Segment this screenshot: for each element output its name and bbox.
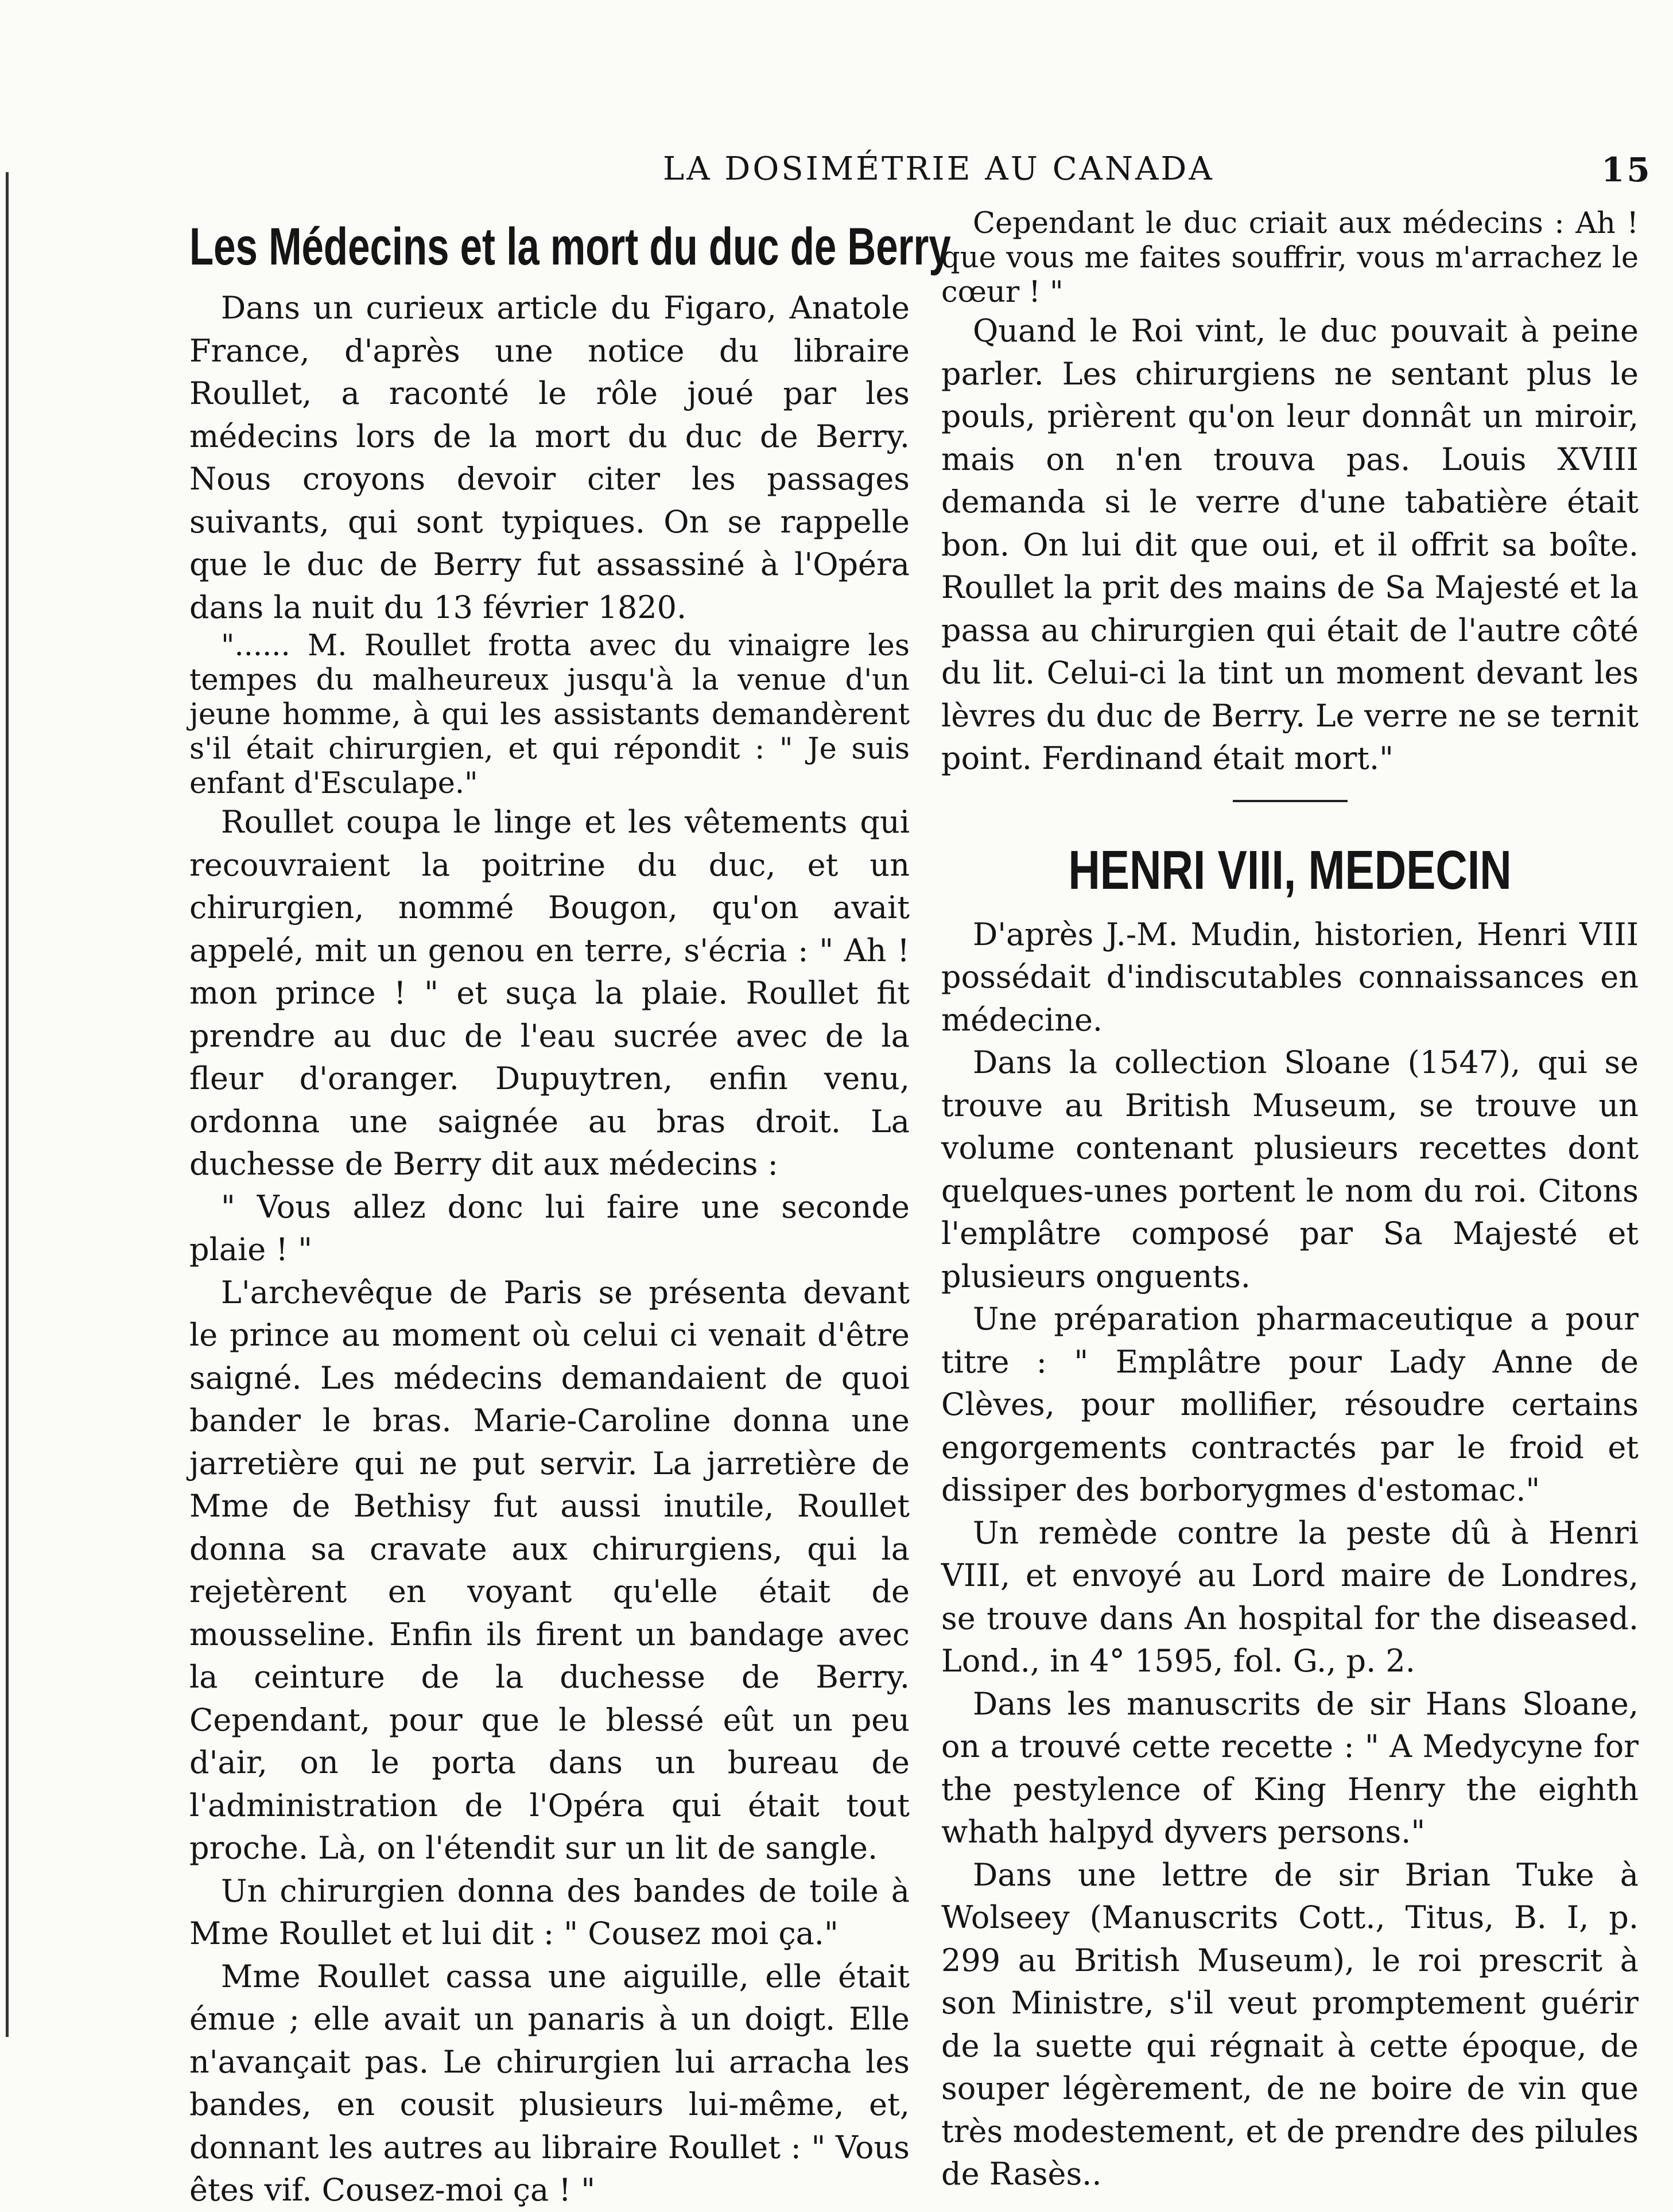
paragraph: Un chirurgien donna des bandes de toile à Mme Roullet et lui dit : " Cousez moi ça.": [189, 1872, 910, 1951]
paragraph: Dans une lettre de sir Brian Tuke à Wolseey (Manuscrits Cott., Titus, B. I, p. 299 au British Museum), le roi prescrit à son Ministre, s'il veut promptement guérir de la suette qui régnait à cette époque, de souper légèrement, de ne boire de vin que très modestement, et de prendre des pilules de Rasès..: [941, 1856, 1639, 2192]
paragraph: " Vous allez donc lui faire une seconde plaie ! ": [189, 1188, 910, 1268]
paragraph: Mme Roullet cassa une aiguille, elle était émue ; elle avait un panaris à un doigt. Elle n'avançait pas. Le chirurgien lui arracha les bandes, en cousit plusieurs lui-même, et, donnant les autres au libraire Roullet : " Vous êtes vif. Cousez-moi ça ! ": [189, 1958, 910, 2208]
left-column: [189, 207, 951, 2212]
paragraph: D'après J.-M. Mudin, historien, Henri VIII possédait d'indiscutables connaissances en médecine.: [941, 916, 1639, 1038]
page-number: 15: [1601, 150, 1652, 189]
page-margin-rule: [6, 172, 17, 2037]
running-title: LA DOSIMÉTRIE AU CANADA: [663, 150, 1214, 188]
article-title: HENRI VIII, MEDECIN: [1068, 839, 1512, 901]
paragraph: Quand le Roi vint, le duc pouvait à peine parler. Les chirurgiens ne sentant plus le pouls, prièrent qu'on leur donnât un miroir, mais on n'en trouva pas. Louis XVIII demanda si le verre d'une tabatière était bon. On lui dit que oui, et il offrit sa boîte. Roullet la prit des mains de Sa Majesté et la passa au chirurgien qui était de l'autre côté du lit. Celui-ci la tint un moment devant les lèvres du duc de Berry. Le verre ne se ternit point. Ferdinand était mort.": [941, 313, 1639, 776]
right-column: [941, 207, 1639, 2196]
paragraph: L'archevêque de Paris se présenta devant le prince au moment où celui ci venait d'être saigné. Les médecins demandaient de quoi bander le bras. Marie-Caroline donna une jarretière qui ne put servir. La jarretière de Mme de Bethisy fut aussi inutile, Roullet donna sa cravate aux chirurgiens, qui la rejetèrent en voyant qu'elle était de mousseline. Enfin ils firent un bandage avec la ceinture de la duchesse de Berry. Cependant, pour que le blessé eût un peu d'air, on le porta dans un bureau de l'administration de l'Opéra qui était tout proche. Là, on l'étendit sur un lit de sangle.: [189, 1274, 910, 1866]
paragraph: Un remède contre la peste dû à Henri VIII, et envoyé au Lord maire de Londres, se trouve dans An hospital for the diseased. Lond., in 4° 1595, fol. G., p. 2.: [941, 1514, 1639, 1679]
paragraph: Cependant le duc criait aux médecins : Ah ! que vous me faites souffrir, vous m'arrachez le cœur ! ": [941, 207, 1639, 309]
paragraph: Une préparation pharmaceutique a pour titre : " Emplâtre pour Lady Anne de Clèves, pour mollifier, résoudre certains engorgements contractés par le froid et dissiper des borborygmes d'estomac.": [941, 1301, 1639, 1508]
article-title: Les Médecins et la mort du duc de Berry: [189, 217, 951, 276]
paragraph: "...... M. Roullet frotta avec du vinaigre les tempes du malheureux jusqu'à la venue d'un jeune homme, à qui les assistants demandèrent s'il était chirurgien, et qui répondit : " Je suis enfant d'Esculape.": [189, 629, 910, 800]
paragraph: Dans la collection Sloane (1547), qui se trouve au British Museum, se trouve un volume contenant plusieurs recettes dont quelques-unes portent le nom du roi. Citons l'emplâtre composé par Sa Majesté et plusieurs onguents.: [941, 1044, 1639, 1294]
article-separator: [1233, 800, 1348, 802]
paragraph: Dans les manuscrits de sir Hans Sloane, on a trouvé cette recette : " A Medycyne for the pestylence of King Henry the eighth whath halpyd dyvers persons.": [941, 1685, 1639, 1850]
paragraph: Roullet coupa le linge et les vêtements qui recouvraient la poitrine du duc, et un chirurgien, nommé Bougon, qu'on avait appelé, mit un genou en terre, s'écria : " Ah ! mon prince ! " et suça la plaie. Roullet fit prendre au duc de l'eau sucrée avec de la fleur d'oranger. Dupuytren, enfin venu, ordonna une saignée au bras droit. La duchesse de Berry dit aux médecins :: [189, 804, 910, 1182]
paragraph: Dans un curieux article du Figaro, Anatole France, d'après une notice du libraire Roullet, a raconté le rôle joué par les médecins lors de la mort du duc de Berry. Nous croyons devoir citer les passages suivants, qui sont typiques. On se rappelle que le duc de Berry fut assassiné à l'Opéra dans la nuit du 13 février 1820.: [189, 290, 910, 625]
